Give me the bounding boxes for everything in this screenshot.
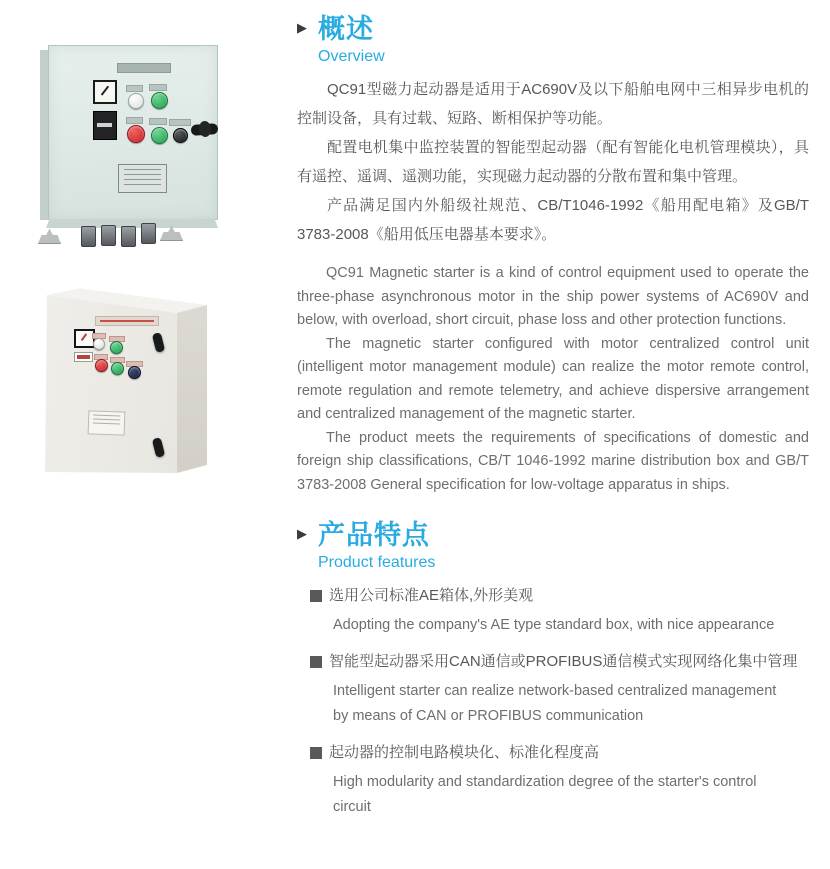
push-button-green <box>111 362 124 375</box>
overview-paragraph-zh: 配置电机集中监控装置的智能型起动器（配有智能化电机管理模块），具有遥控、遥调、遥测功能，实现磁力起动器的分散布置和集中管理。 <box>297 139 809 185</box>
warning-label <box>74 352 93 362</box>
feature-en-text: Intelligent starter can realize network-based centralized management by means of CAN or PROFIBUS communication <box>333 683 777 724</box>
indicator-lamp-white <box>128 93 144 109</box>
feature-en-text: Adopting the company's AE type standard box, with nice appearance <box>333 617 775 633</box>
indicator-lamp-white <box>93 338 105 350</box>
overview-paragraph-en: QC91 Magnetic starter is a kind of control equipment used to operate the three-phase asynchronous motor in the ship power systems of AC690V and below, with overload, short circuit, phase loss and other protection functions. <box>297 265 809 328</box>
cable-gland <box>121 226 136 247</box>
feature-item <box>297 650 809 729</box>
mounting-bracket <box>38 229 61 244</box>
overview-paragraph-zh: 产品满足国内外船级社规范、CB/T1046-1992《船用配电箱》及GB/T 3783-2008《船用低压电器基本要求》。 <box>297 197 809 243</box>
overview-title-zh: 概述 <box>318 14 374 44</box>
push-button-red <box>127 125 145 143</box>
feature-item <box>297 741 809 820</box>
push-button-green <box>151 127 168 144</box>
push-button-green <box>151 92 168 109</box>
push-button-red <box>95 359 108 372</box>
ammeter-gauge <box>93 80 117 104</box>
square-bullet-icon <box>310 656 322 668</box>
product-photo-front-cabinet <box>40 42 222 247</box>
cabinet-front-panel <box>48 45 218 220</box>
feature-zh-line <box>297 584 809 608</box>
content-column <box>297 12 809 820</box>
triangle-marker-icon: ▶ <box>297 20 307 35</box>
feature-zh-line <box>297 650 809 674</box>
feature-zh-text: 起动器的控制电路模块化、标准化程度高 <box>329 744 600 761</box>
feature-item <box>297 584 809 638</box>
feature-zh-text: 选用公司标准AE箱体,外形美观 <box>329 587 534 604</box>
rotary-switch-handle <box>191 123 219 136</box>
push-button-blue <box>128 366 141 379</box>
cabinet-top-nameplate <box>95 316 159 326</box>
button-label-plate <box>126 117 143 124</box>
cable-gland <box>81 226 96 247</box>
feature-en-text: High modularity and standardization degree of the starter's control circuit <box>333 774 757 815</box>
features-title-zh: 产品特点 <box>318 520 430 550</box>
circuit-breaker <box>93 111 117 140</box>
overview-section <box>297 12 809 497</box>
mounting-bracket <box>160 226 183 241</box>
button-label-plate <box>149 84 167 91</box>
button-label-plate <box>149 118 167 125</box>
cable-gland <box>101 225 116 246</box>
product-photo-angled-cabinet <box>40 283 220 483</box>
feature-zh-line <box>297 741 809 765</box>
cable-gland <box>141 223 156 244</box>
overview-paragraph-zh: QC91型磁力起动器是适用于AC690V及以下船舶电网中三相异步电机的控制设备，具有过载、短路、断相保护等功能。 <box>297 81 809 127</box>
button-label-plate <box>169 119 191 126</box>
overview-paragraphs-zh <box>297 75 809 249</box>
features-list <box>297 584 809 820</box>
rating-nameplate <box>118 164 167 193</box>
feature-zh-text: 智能型起动器采用CAN通信或PROFIBUS通信模式实现网络化集中管理 <box>329 653 798 670</box>
button-label-plate <box>126 85 143 92</box>
triangle-marker-icon: ▶ <box>297 526 307 541</box>
square-bullet-icon <box>310 747 322 759</box>
overview-paragraph-en: The product meets the requirements of specifications of domestic and foreign ship classifications, CB/T 1046-1992 marine distribution box and GB/T 3783-2008 General specification for low-voltage apparatus in ships. <box>297 429 809 493</box>
features-header <box>297 518 809 552</box>
push-button-black <box>173 128 188 143</box>
push-button-green <box>110 341 123 354</box>
features-section <box>297 518 809 820</box>
overview-title-en: Overview <box>318 48 385 65</box>
overview-paragraph-en: The magnetic starter configured with motor centralized control unit (intelligent motor management module) can realize the motor remote control, remote regulation and remote telemetry, and achieve dispersive arrangement and centralized management of the magnetic starter. <box>297 335 809 422</box>
cabinet-top-nameplate <box>117 63 171 73</box>
features-title-en: Product features <box>318 554 436 571</box>
rating-nameplate <box>88 410 126 435</box>
square-bullet-icon <box>310 590 322 602</box>
overview-header <box>297 12 809 46</box>
overview-paragraphs-en <box>297 262 809 497</box>
